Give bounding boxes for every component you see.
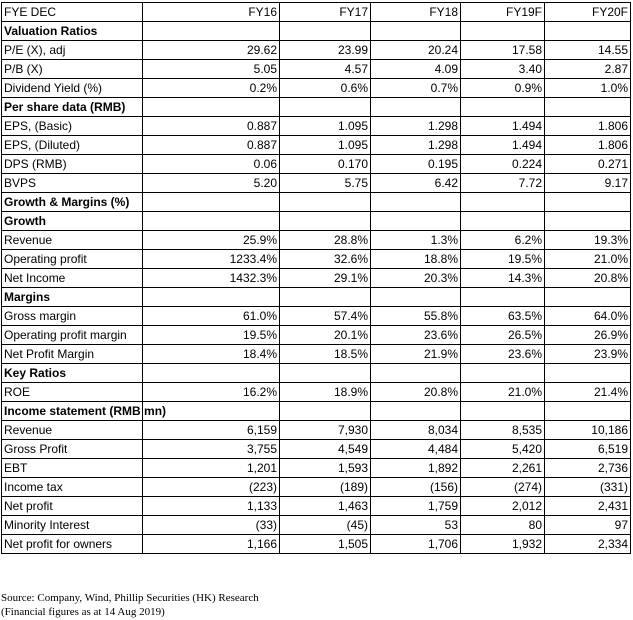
value-cell: 0.224: [461, 155, 545, 174]
row-label: EPS, (Basic): [2, 117, 143, 136]
section-row: [2, 288, 631, 307]
value-cell: 1,133: [143, 497, 280, 516]
value-cell: 26.5%: [461, 326, 545, 345]
empty-cell: [371, 22, 461, 41]
value-cell: 18.4%: [143, 345, 280, 364]
empty-cell: [371, 212, 461, 231]
table-row: [2, 117, 631, 136]
value-cell: 21.9%: [371, 345, 461, 364]
value-cell: 0.887: [143, 117, 280, 136]
value-cell: 0.887: [143, 136, 280, 155]
table-row: [2, 155, 631, 174]
value-cell: 20.3%: [371, 269, 461, 288]
empty-cell: [545, 22, 631, 41]
value-cell: 6,159: [143, 421, 280, 440]
value-cell: 20.1%: [280, 326, 371, 345]
section-row: [2, 22, 631, 41]
table-row: [2, 307, 631, 326]
value-cell: 3,755: [143, 440, 280, 459]
value-cell: 0.271: [545, 155, 631, 174]
table-row: [2, 41, 631, 60]
value-cell: 1,166: [143, 535, 280, 554]
value-cell: 1,505: [280, 535, 371, 554]
empty-cell: [461, 22, 545, 41]
value-cell: 0.195: [371, 155, 461, 174]
row-label: Operating profit: [2, 250, 143, 269]
value-cell: 1.3%: [371, 231, 461, 250]
value-cell: 23.9%: [545, 345, 631, 364]
section-row: [2, 193, 631, 212]
value-cell: 1,759: [371, 497, 461, 516]
row-label: Minority Interest: [2, 516, 143, 535]
row-label: Net Profit Margin: [2, 345, 143, 364]
value-cell: 2,736: [545, 459, 631, 478]
empty-cell: [461, 193, 545, 212]
section-label: Growth: [2, 212, 143, 231]
value-cell: 18.5%: [280, 345, 371, 364]
value-cell: 5,420: [461, 440, 545, 459]
value-cell: 55.8%: [371, 307, 461, 326]
value-cell: 61.0%: [143, 307, 280, 326]
row-label: Net Income: [2, 269, 143, 288]
empty-cell: [143, 212, 280, 231]
empty-cell: [143, 193, 280, 212]
value-cell: 17.58: [461, 41, 545, 60]
value-cell: 1.806: [545, 136, 631, 155]
table-row: [2, 440, 631, 459]
value-cell: 26.9%: [545, 326, 631, 345]
table-row: [2, 174, 631, 193]
section-label: Valuation Ratios: [2, 22, 143, 41]
value-cell: 57.4%: [280, 307, 371, 326]
section-row: [2, 212, 631, 231]
table-row: [2, 269, 631, 288]
empty-cell: [371, 402, 461, 421]
empty-cell: [545, 402, 631, 421]
empty-cell: [545, 98, 631, 117]
row-label: Operating profit margin: [2, 326, 143, 345]
row-label: EPS, (Diluted): [2, 136, 143, 155]
value-cell: 19.3%: [545, 231, 631, 250]
value-cell: 21.0%: [545, 250, 631, 269]
value-cell: 25.9%: [143, 231, 280, 250]
section-label: Growth & Margins (%): [2, 193, 143, 212]
value-cell: 0.170: [280, 155, 371, 174]
financial-summary-table: [1, 2, 631, 554]
value-cell: 2,012: [461, 497, 545, 516]
value-cell: 1.298: [371, 117, 461, 136]
table-row: [2, 136, 631, 155]
value-cell: (45): [280, 516, 371, 535]
table-row: [2, 497, 631, 516]
value-cell: 1.095: [280, 136, 371, 155]
table-row: [2, 383, 631, 402]
header-cell-fy17: FY17: [280, 3, 371, 22]
empty-cell: [545, 364, 631, 383]
table-row: [2, 535, 631, 554]
table-row: [2, 250, 631, 269]
value-cell: (33): [143, 516, 280, 535]
value-cell: 32.6%: [280, 250, 371, 269]
row-label: Income tax: [2, 478, 143, 497]
row-label: Gross margin: [2, 307, 143, 326]
value-cell: 14.3%: [461, 269, 545, 288]
value-cell: 23.6%: [461, 345, 545, 364]
value-cell: 21.0%: [461, 383, 545, 402]
header-cell-label: FYE DEC: [2, 3, 143, 22]
empty-cell: [461, 364, 545, 383]
empty-cell: [371, 193, 461, 212]
empty-cell: [461, 288, 545, 307]
table-row: [2, 326, 631, 345]
empty-cell: [371, 98, 461, 117]
value-cell: 29.1%: [280, 269, 371, 288]
value-cell: 18.9%: [280, 383, 371, 402]
value-cell: 4.09: [371, 60, 461, 79]
value-cell: 20.8%: [545, 269, 631, 288]
value-cell: 5.75: [280, 174, 371, 193]
value-cell: 28.8%: [280, 231, 371, 250]
header-cell-fy19f: FY19F: [461, 3, 545, 22]
value-cell: 63.5%: [461, 307, 545, 326]
empty-cell: [280, 288, 371, 307]
as-of-note: (Financial figures as at 14 Aug 2019): [1, 606, 165, 618]
row-label: Dividend Yield (%): [2, 79, 143, 98]
value-cell: 1,463: [280, 497, 371, 516]
value-cell: 21.4%: [545, 383, 631, 402]
section-label: Key Ratios: [2, 364, 143, 383]
row-label: Net profit for owners: [2, 535, 143, 554]
row-label: P/E (X), adj: [2, 41, 143, 60]
table-row: [2, 478, 631, 497]
empty-cell: [280, 98, 371, 117]
value-cell: 1.494: [461, 117, 545, 136]
value-cell: 1,892: [371, 459, 461, 478]
value-cell: 1.298: [371, 136, 461, 155]
empty-cell: [143, 288, 280, 307]
empty-cell: [143, 22, 280, 41]
empty-cell: [280, 22, 371, 41]
empty-cell: [371, 288, 461, 307]
value-cell: (189): [280, 478, 371, 497]
row-label: DPS (RMB): [2, 155, 143, 174]
value-cell: 3.40: [461, 60, 545, 79]
value-cell: 8,034: [371, 421, 461, 440]
row-label: P/B (X): [2, 60, 143, 79]
value-cell: 4.57: [280, 60, 371, 79]
value-cell: 4,549: [280, 440, 371, 459]
row-label: Revenue: [2, 231, 143, 250]
row-label: Revenue: [2, 421, 143, 440]
value-cell: 5.20: [143, 174, 280, 193]
header-cell-fy18: FY18: [371, 3, 461, 22]
header-cell-fy16: FY16: [143, 3, 280, 22]
value-cell: 8,535: [461, 421, 545, 440]
row-label: BVPS: [2, 174, 143, 193]
section-label: Margins: [2, 288, 143, 307]
value-cell: (331): [545, 478, 631, 497]
value-cell: 1.0%: [545, 79, 631, 98]
value-cell: 2,431: [545, 497, 631, 516]
empty-cell: [545, 288, 631, 307]
value-cell: 6,519: [545, 440, 631, 459]
table-row: [2, 345, 631, 364]
value-cell: 1.494: [461, 136, 545, 155]
row-label: ROE: [2, 383, 143, 402]
table-body: [2, 3, 631, 554]
value-cell: 16.2%: [143, 383, 280, 402]
value-cell: 80: [461, 516, 545, 535]
value-cell: 20.24: [371, 41, 461, 60]
value-cell: 64.0%: [545, 307, 631, 326]
value-cell: 18.8%: [371, 250, 461, 269]
value-cell: 2,261: [461, 459, 545, 478]
value-cell: 2.87: [545, 60, 631, 79]
header-row: [2, 3, 631, 22]
section-row: [2, 98, 631, 117]
value-cell: 14.55: [545, 41, 631, 60]
value-cell: 97: [545, 516, 631, 535]
row-label: Net profit: [2, 497, 143, 516]
value-cell: 20.8%: [371, 383, 461, 402]
value-cell: (274): [461, 478, 545, 497]
empty-cell: [545, 193, 631, 212]
value-cell: 1.095: [280, 117, 371, 136]
value-cell: 7,930: [280, 421, 371, 440]
empty-cell: [280, 402, 371, 421]
value-cell: 5.05: [143, 60, 280, 79]
value-cell: 53: [371, 516, 461, 535]
value-cell: 2,334: [545, 535, 631, 554]
value-cell: 1.806: [545, 117, 631, 136]
value-cell: 0.6%: [280, 79, 371, 98]
value-cell: 1,201: [143, 459, 280, 478]
value-cell: 6.2%: [461, 231, 545, 250]
section-row: [2, 402, 631, 421]
source-note: Source: Company, Wind, Phillip Securities (HK) Research: [1, 592, 259, 604]
empty-cell: [545, 212, 631, 231]
empty-cell: [143, 98, 280, 117]
value-cell: 0.06: [143, 155, 280, 174]
value-cell: 7.72: [461, 174, 545, 193]
value-cell: (156): [371, 478, 461, 497]
empty-cell: [280, 193, 371, 212]
table-row: [2, 421, 631, 440]
section-label: Income statement (RMB mn): [2, 402, 143, 421]
table-row: [2, 459, 631, 478]
empty-cell: [280, 364, 371, 383]
value-cell: 23.6%: [371, 326, 461, 345]
value-cell: 0.9%: [461, 79, 545, 98]
value-cell: 1233.4%: [143, 250, 280, 269]
value-cell: 6.42: [371, 174, 461, 193]
value-cell: 0.2%: [143, 79, 280, 98]
header-cell-fy20f: FY20F: [545, 3, 631, 22]
value-cell: 10,186: [545, 421, 631, 440]
table-row: [2, 516, 631, 535]
empty-cell: [143, 364, 280, 383]
empty-cell: [461, 402, 545, 421]
row-label: Gross Profit: [2, 440, 143, 459]
empty-cell: [461, 212, 545, 231]
empty-cell: [371, 364, 461, 383]
value-cell: 1432.3%: [143, 269, 280, 288]
value-cell: 19.5%: [143, 326, 280, 345]
value-cell: 9.17: [545, 174, 631, 193]
table-row: [2, 60, 631, 79]
empty-cell: [461, 98, 545, 117]
value-cell: 1,593: [280, 459, 371, 478]
value-cell: 29.62: [143, 41, 280, 60]
value-cell: 1,932: [461, 535, 545, 554]
table-row: [2, 79, 631, 98]
row-label: EBT: [2, 459, 143, 478]
value-cell: 23.99: [280, 41, 371, 60]
table-row: [2, 231, 631, 250]
value-cell: 0.7%: [371, 79, 461, 98]
value-cell: 19.5%: [461, 250, 545, 269]
value-cell: (223): [143, 478, 280, 497]
value-cell: 1,706: [371, 535, 461, 554]
empty-cell: [280, 212, 371, 231]
section-label: Per share data (RMB): [2, 98, 143, 117]
section-row: [2, 364, 631, 383]
value-cell: 4,484: [371, 440, 461, 459]
